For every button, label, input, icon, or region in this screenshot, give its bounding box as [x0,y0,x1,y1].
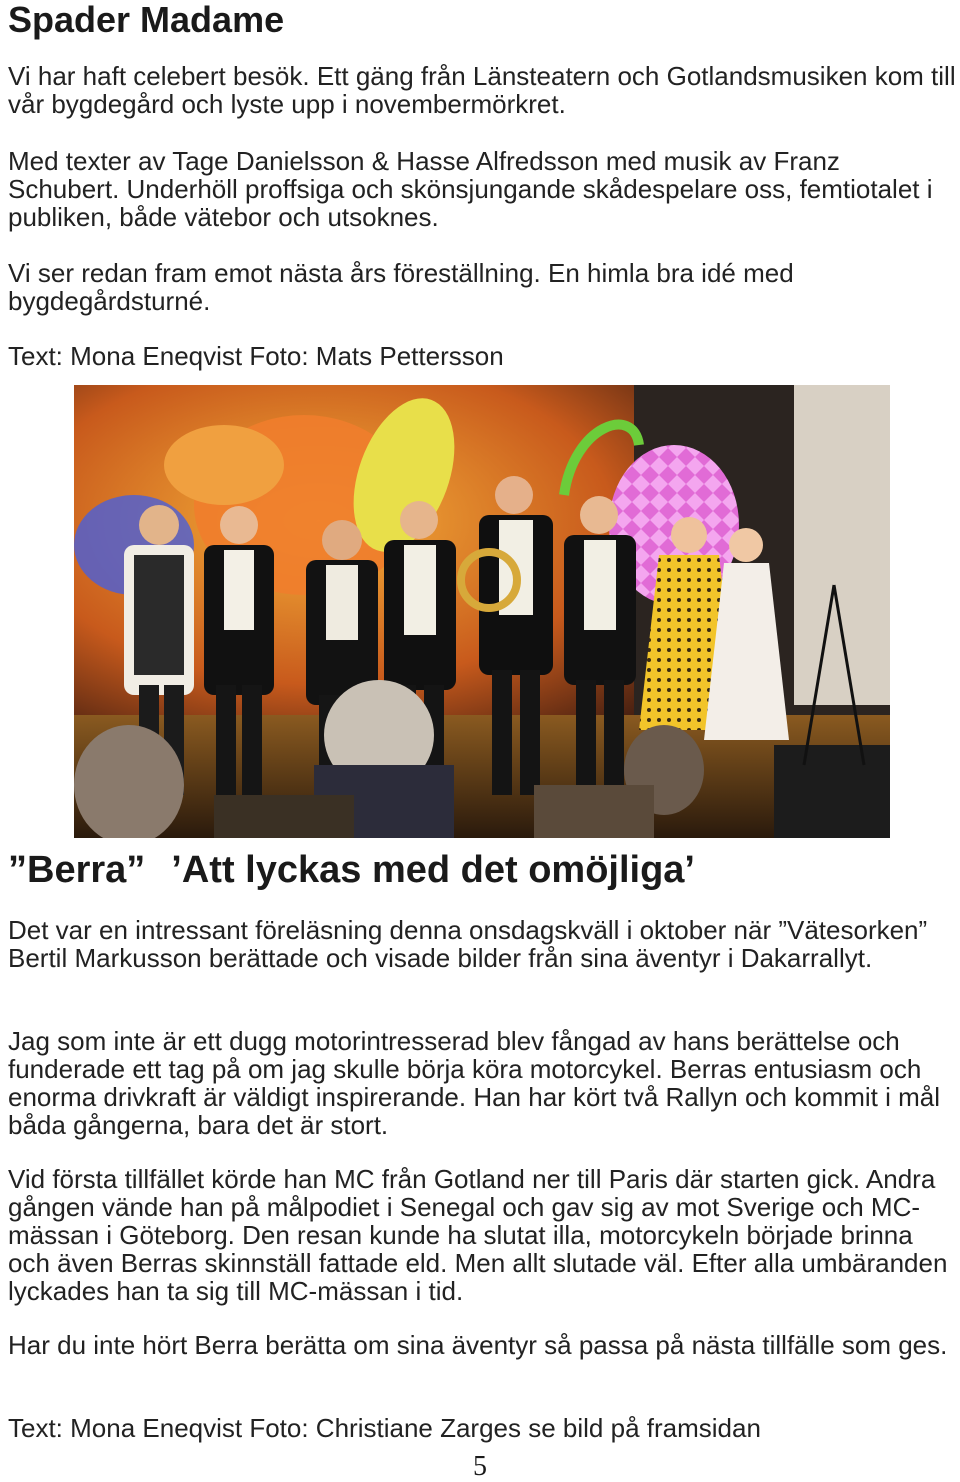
article-paragraph: Vi ser redan fram emot nästa års föreställning. En himla bra idé med bygdegårdsturné. [8,258,794,316]
article-paragraph: Vi har haft celebert besök. Ett gäng från Länsteatern och Gotlandsmusiken kom till vår bygdegård och lyste upp i novembermörkret. [8,61,956,119]
article-title: Spader Madame [8,0,285,40]
headline-subtitle: ’Att lyckas med det omöjliga’ [171,849,695,891]
page-number: 5 [473,1451,487,1482]
headline-name: ”Berra” [8,849,146,891]
article-paragraph: Vid första tillfället körde han MC från Gotland ner till Paris där starten gick. Andra gången vände han på målpodiet i Senegal och gav sig av mot Sverige och MC-mässan i Göteborg. Den resan kunde ha slutat illa, motorcykeln började brinna och även Berras skinnställ fattade eld. Men allt slutade väl. Efter alla umbäranden lyckades han ta sig till MC-mässan i tid. [8,1164,948,1306]
headline [8,846,695,894]
article-paragraph: Jag som inte är ett dugg motorintresserad blev fångad av hans berättelse och funderade ett tag på om jag skulle börja köra motorcykel. Berras entusiasm och enorma drivkraft är väldigt inspirerande. Han har kört två Rallyn och kommit i mål båda gångerna, bara det är stort. [8,1026,941,1140]
photo-credit: Text: Mona Eneqvist Foto: Mats Pettersson [8,341,504,371]
article-paragraph: Med texter av Tage Danielsson & Hasse Alfredsson med musik av Franz Schubert. Underhöll proffsiga och skönsjungande skådespelare oss, femtiotalet i publiken, både vätebor och utsoknes. [8,146,933,232]
article-paragraph: Har du inte hört Berra berätta om sina äventyr så passa på nästa tillfälle som ges. [8,1330,948,1360]
photo-credit: Text: Mona Eneqvist Foto: Christiane Zarges se bild på framsidan [8,1413,761,1443]
stage-photo [74,385,890,838]
article-paragraph: Det var en intressant föreläsning denna onsdagskväll i oktober när ”Vätesorken” Bertil Markusson berättade och visade bilder från sina äventyr i Dakarrallyt. [8,915,928,973]
